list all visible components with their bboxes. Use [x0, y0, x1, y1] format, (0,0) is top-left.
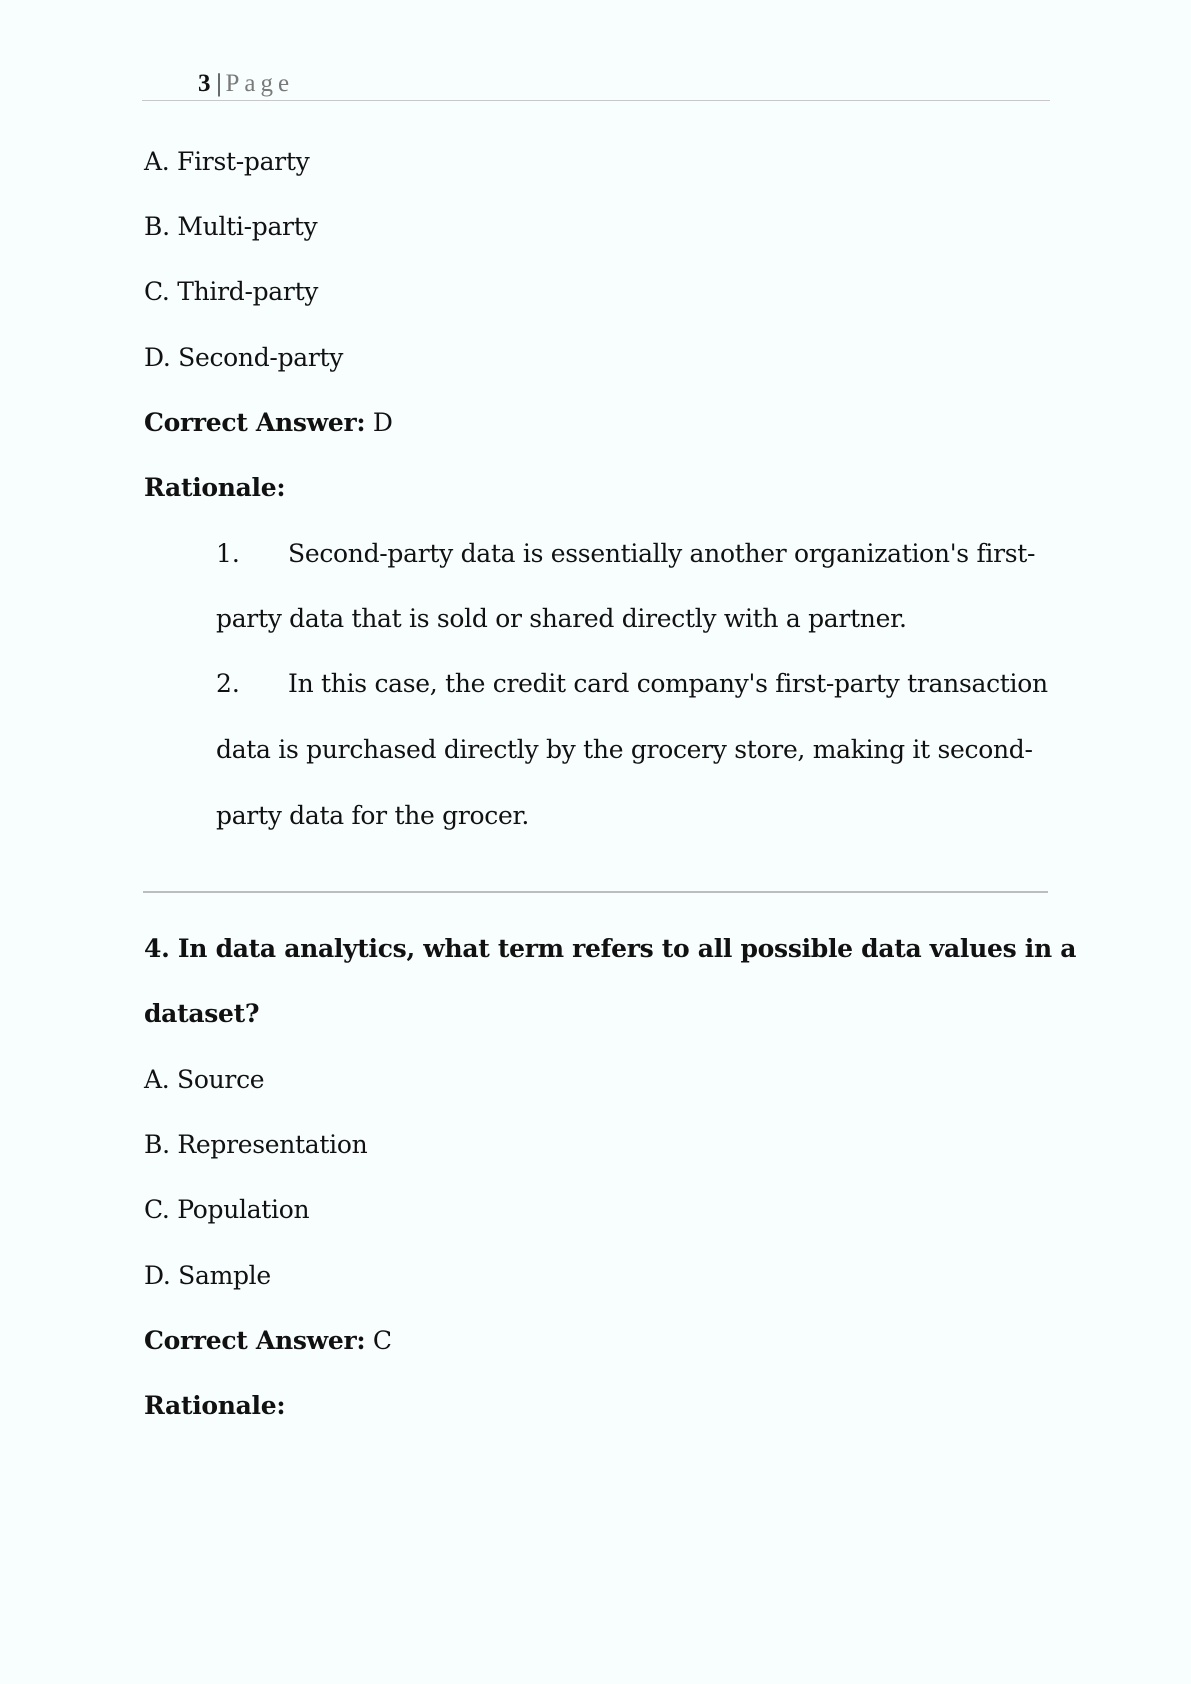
q3-rationale-1-line-2: party data that is sold or shared directly with a partner.: [216, 604, 907, 633]
q4-option-b: B. Representation: [144, 1130, 368, 1159]
q3-rationale-2-line-3: party data for the grocer.: [216, 801, 530, 830]
section-divider: [143, 891, 1048, 893]
q3-rationale-2-number: 2.: [216, 669, 240, 698]
q3-rationale-2-line-1: In this case, the credit card company's first-party transaction: [288, 669, 1048, 698]
q4-answer-label: Correct Answer:: [144, 1326, 366, 1355]
page-header-separator: |: [216, 70, 222, 97]
q3-option-d: D. Second-party: [144, 343, 344, 372]
page-label: Page: [225, 70, 295, 97]
q3-rationale-1-number: 1.: [216, 539, 240, 568]
q4-option-c: C. Population: [144, 1195, 310, 1224]
q4-option-d: D. Sample: [144, 1261, 271, 1290]
page-number: 3: [198, 70, 211, 97]
q4-option-a: A. Source: [144, 1065, 265, 1094]
q3-rationale-2-line-2: data is purchased directly by the grocery store, making it second-: [216, 735, 1033, 764]
page-header: [198, 68, 294, 100]
q4-answer-value: C: [365, 1326, 392, 1355]
q3-option-b: B. Multi-party: [144, 212, 318, 241]
q4-rationale-label: Rationale:: [144, 1391, 286, 1420]
q3-option-a: A. First-party: [144, 147, 310, 176]
q3-answer-value: D: [365, 408, 393, 437]
q3-correct-answer: [144, 406, 393, 440]
q3-rationale-1-line-1: Second-party data is essentially another organization's first-: [288, 539, 1036, 568]
header-rule: [142, 100, 1050, 101]
q3-answer-label: Correct Answer:: [144, 408, 366, 437]
q4-correct-answer: [144, 1324, 392, 1358]
q3-rationale-label: Rationale:: [144, 473, 286, 502]
q4-question-line-2: dataset?: [144, 999, 260, 1028]
q3-option-c: C. Third-party: [144, 277, 319, 306]
q4-question-line-1: 4. In data analytics, what term refers to all possible data values in a: [144, 934, 1077, 963]
